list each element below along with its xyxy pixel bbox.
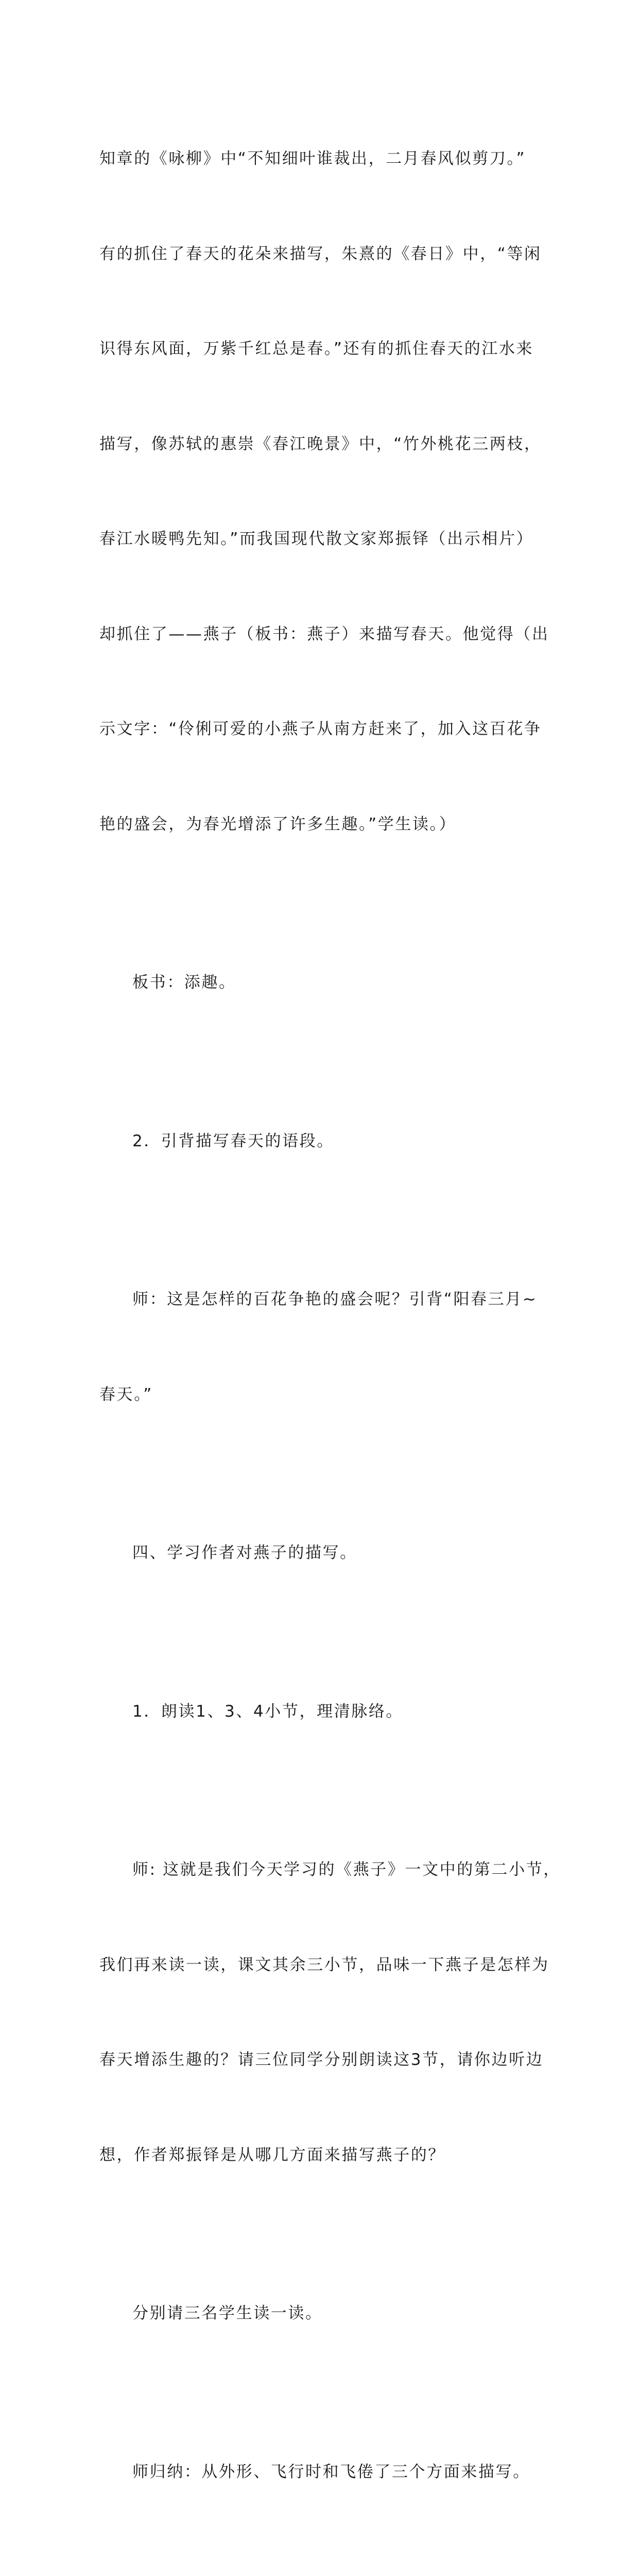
paragraph-board-note bbox=[99, 2551, 543, 2576]
paragraph-section-heading bbox=[99, 1474, 543, 1633]
paragraph-step bbox=[99, 1633, 543, 1791]
text-line: 师：这是怎样的百花争艳的盛会呢？引背“阳春三月~ bbox=[132, 1290, 538, 1309]
text-line: 1．朗读1、3、4小节，理清脉络。 bbox=[132, 1702, 404, 1721]
text-line: 四、学习作者对燕子的描写。 bbox=[132, 1544, 357, 1562]
text-line: 识得东风面，万紫千红总是春。”还有的抓住春天的江水来 bbox=[99, 340, 534, 358]
text-line: 板书：添趣。 bbox=[132, 973, 236, 992]
text-line: 描写，像苏轼的惠崇《春江晚景》中，“竹外桃花三两枝， bbox=[99, 434, 542, 453]
paragraph-teacher-summary bbox=[99, 2393, 543, 2552]
text-line: 示文字：“伶俐可爱的小燕子从南方赶来了，加入这百花争 bbox=[99, 720, 542, 738]
paragraph-activity bbox=[99, 2234, 543, 2393]
document-body bbox=[99, 80, 561, 2576]
text-line: 春天。” bbox=[99, 1385, 153, 1404]
text-line: 却抓住了——燕子（板书：燕子）来描写春天。他觉得（出 bbox=[99, 624, 549, 643]
text-line: 想，作者郑振铎是从哪几方面来描写燕子的？ bbox=[99, 2145, 445, 2164]
text-line: 春天增添生趣的？请三位同学分别朗读这3节，请你边听边 bbox=[99, 2050, 544, 2069]
paragraph-board-note bbox=[99, 904, 543, 1062]
text-line: 分别请三名学生读一读。 bbox=[132, 2304, 323, 2323]
text-line: 师归纳：从外形、飞行时和飞倦了三个方面来描写。 bbox=[132, 2462, 530, 2481]
text-line: 2．引背描写春天的语段。 bbox=[132, 1131, 334, 1150]
paragraph-teacher bbox=[99, 1791, 561, 2234]
paragraph-step bbox=[99, 1062, 543, 1221]
paragraph-teacher bbox=[99, 1221, 543, 1474]
text-line: 师: 这就是我们今天学习的《燕子》一文中的第二小节， bbox=[132, 1860, 561, 1879]
text-line: 艳的盛会，为春光增添了许多生趣。”学生读。） bbox=[99, 815, 457, 834]
text-line: 有的抓住了春天的花朵来描写，朱熹的《春日》中，“等闲 bbox=[99, 244, 542, 263]
text-line: 知章的《咏柳》中“不知细叶谁裁出，二月春风似剪刀。” bbox=[99, 149, 526, 168]
text-line: 春江水暖鸭先知。”而我国现代散文家郑振铎（出示相片） bbox=[99, 530, 534, 548]
text-line: 我们再来读一读，课文其余三小节，品味一下燕子是怎样为 bbox=[99, 1955, 549, 1974]
paragraph-continuation bbox=[99, 80, 549, 904]
